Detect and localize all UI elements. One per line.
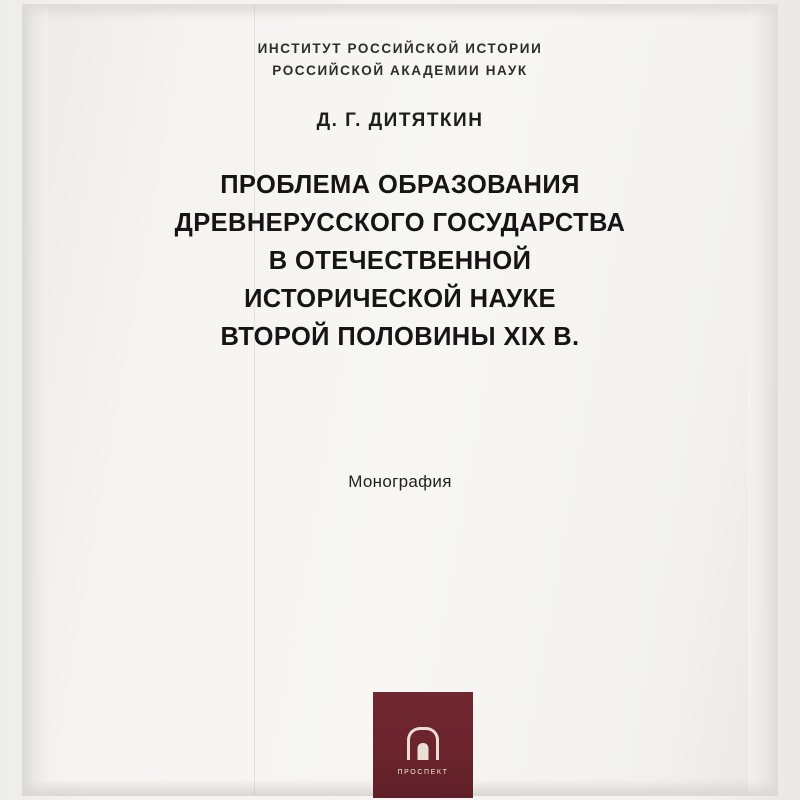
title-line-5: ВТОРОЙ ПОЛОВИНЫ XIX В. — [220, 323, 580, 351]
cover-content — [22, 4, 778, 796]
book-subtitle: Монография — [348, 472, 452, 491]
title-line-4: ИСТОРИЧЕСКОЙ НАУКЕ — [244, 285, 556, 313]
book-title — [22, 166, 778, 356]
publisher-affiliation-line-2: РОССИЙСКОЙ АКАДЕМИИ НАУК — [272, 63, 528, 78]
book-cover — [22, 4, 778, 796]
publisher-logo-label: ПРОСПЕКТ — [397, 769, 449, 776]
title-line-3: В ОТЕЧЕСТВЕННОЙ — [268, 247, 532, 275]
publisher-affiliation-line-1: ИНСТИТУТ РОССИЙСКОЙ ИСТОРИИ — [257, 41, 543, 56]
title-line-1: ПРОБЛЕМА ОБРАЗОВАНИЯ — [220, 171, 580, 199]
publisher-affiliation — [22, 38, 778, 82]
title-line-2: ДРЕВНЕРУССКОГО ГОСУДАРСТВА — [174, 209, 626, 237]
prospekt-arch-logo-icon — [401, 720, 445, 760]
author-name: Д. Г. ДИТЯТКИН — [316, 110, 484, 131]
publisher-logo — [373, 692, 473, 798]
